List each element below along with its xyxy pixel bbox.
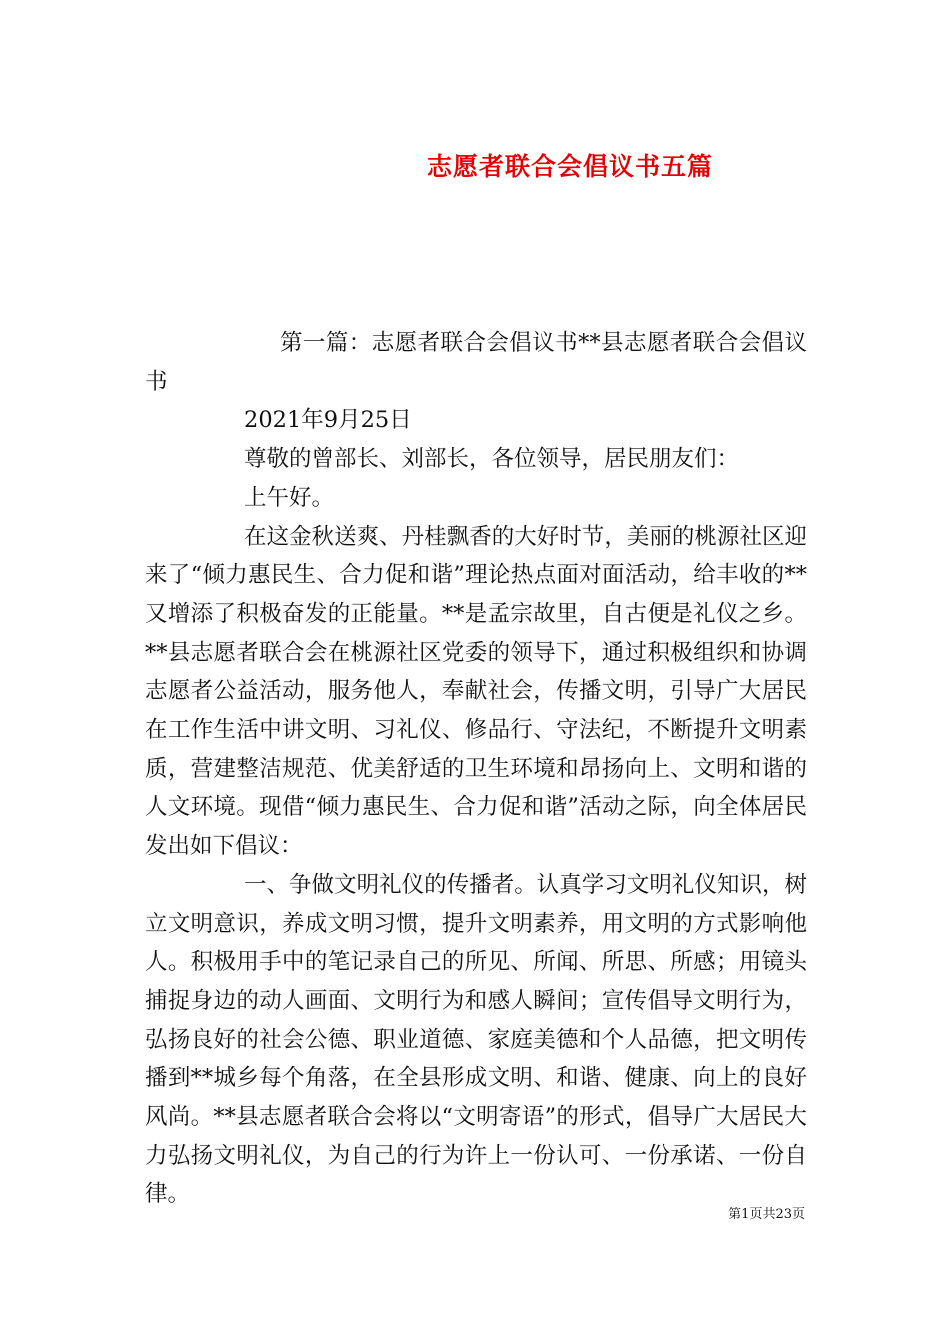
document-body (145, 324, 807, 1214)
document-title: 志愿者联合会倡议书五篇 (426, 151, 713, 181)
date-line: 2021年9月25日 (244, 407, 412, 434)
intro-paragraph: 在这金秋送爽、丹桂飘香的大好时节，美丽的桃源社区迎来了“倾力惠民生、合力促和谐”理论热点面对面活动，给丰收的**又增添了积极奋发的正能量。**是孟宗故里，自古便是礼仪之乡。**县志愿者联合会在桃源社区党委的领导下，通过积极组织和协调志愿者公益活动，服务他人，奉献社会，传播文明，引导广大居民在工作生活中讲文明、习礼仪、修品行、守法纪，不断提升文明素质，营建整洁规范、优美舒适的卫生环境和昂扬向上、文明和谐的人文环境。现借“倾力惠民生、合力促和谐”活动之际，向全体居民发出如下倡议： (145, 523, 807, 860)
section-heading-paragraph: 第一篇：志愿者联合会倡议书**县志愿者联合会倡议书 (145, 330, 807, 395)
page-number-footer: 第1页共23页 (728, 1207, 805, 1222)
initiative-one-paragraph: 一、争做文明礼仪的传播者。认真学习文明礼仪知识，树立文明意识，养成文明习惯，提升文明素养，用文明的方式影响他人。积极用手中的笔记录自己的所见、所闻、所思、所感；用镜头捕捉身边的动人画面、文明行为和感人瞬间；宣传倡导文明行为，弘扬良好的社会公德、职业道德、家庭美德和个人品德，把文明传播到**城乡每个角落，在全县形成文明、和谐、健康、向上的良好风尚。**县志愿者联合会将以“文明寄语”的形式，倡导广大居民大力弘扬文明礼仪，为自己的行为许上一份认可、一份承诺、一份自律。 (145, 871, 807, 1208)
greeting-paragraph: 上午好。 (244, 484, 335, 511)
salutation-paragraph: 尊敬的曾部长、刘部长，各位领导，居民朋友们： (244, 446, 740, 473)
